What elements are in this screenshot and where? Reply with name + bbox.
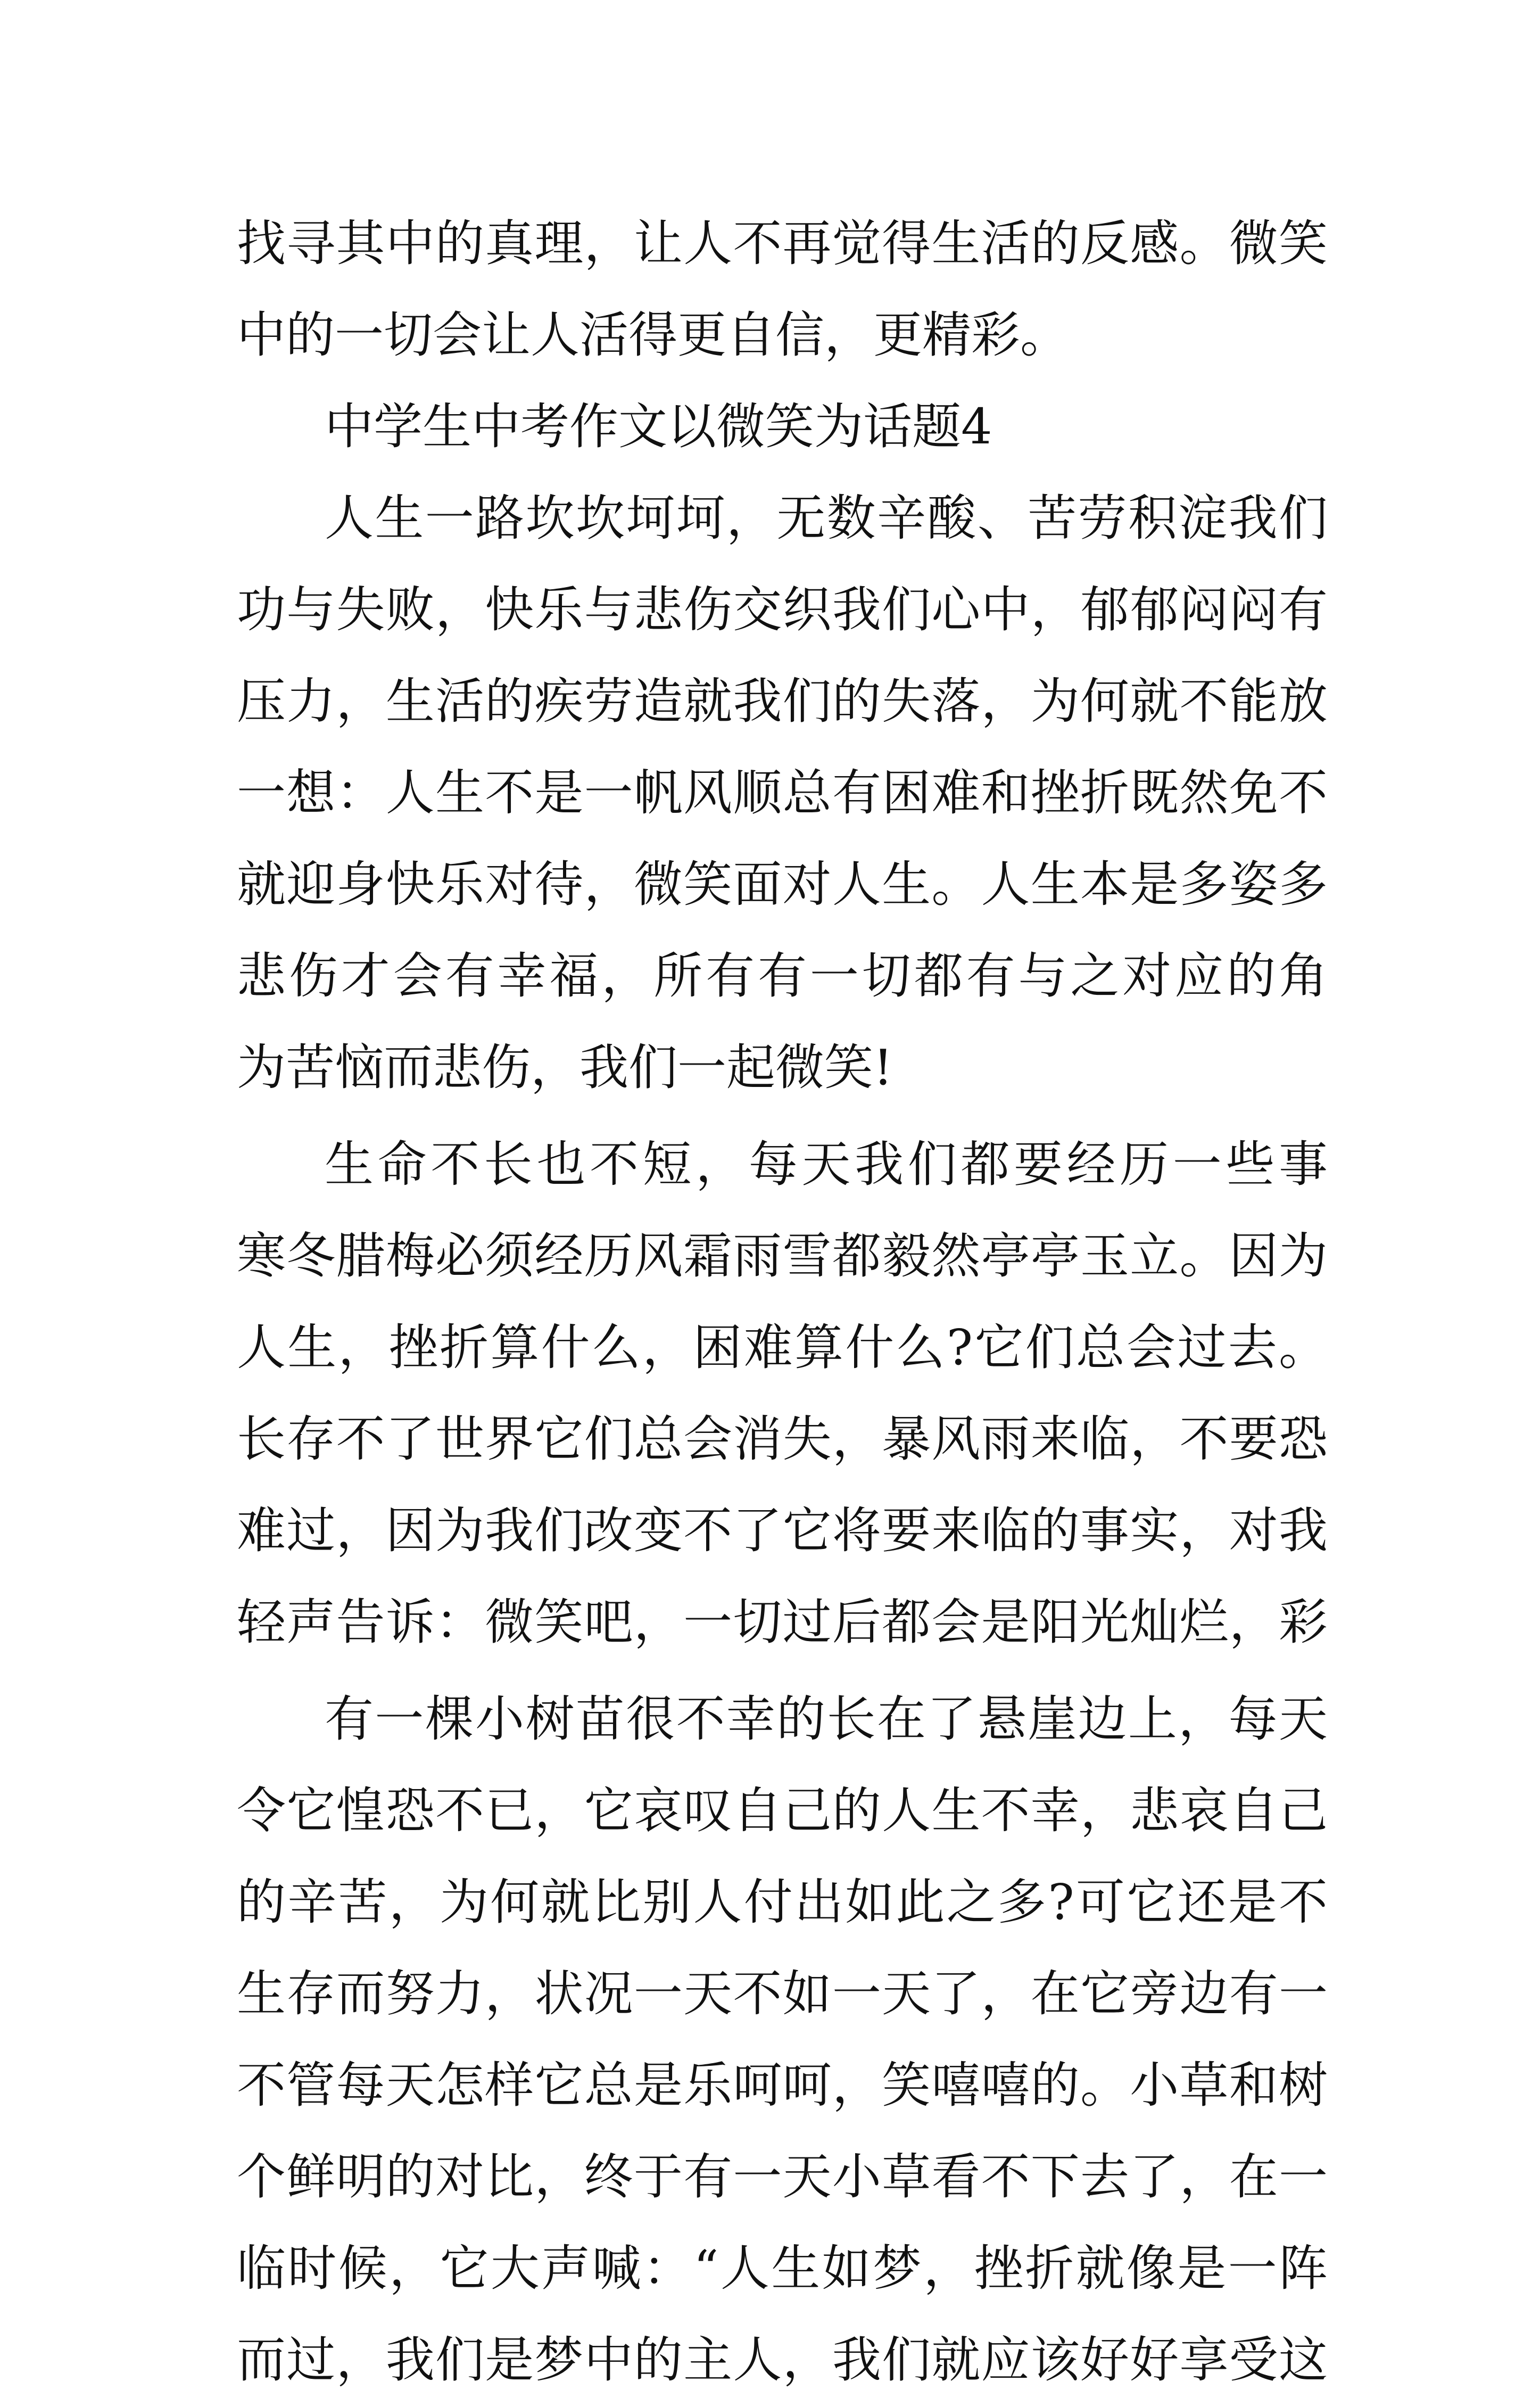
text-line: 悲伤才会有幸福，所有有一切都有与之对应的角	[237, 947, 1328, 1004]
section-heading: 中学生中考作文以微笑为话题4	[325, 398, 992, 455]
body-text	[237, 198, 1328, 2406]
paragraph-start: 人生一路坎坎坷坷，无数辛酸、苦劳积淀我们	[325, 490, 1328, 547]
text-line: 人生，挫折算什么，困难算什么?它们总会过去。	[237, 1319, 1328, 1376]
text-line: 一想：人生不是一帆风顺总有困难和挫折既然免不	[237, 764, 1328, 821]
text-line: 而过，我们是梦中的主人，我们就应该好好享受这	[237, 2331, 1328, 2388]
text-line: 的辛苦，为何就比别人付出如此之多?可它还是不	[237, 1874, 1328, 1931]
text-line: 生存而努力，状况一天不如一天了，在它旁边有一	[237, 1965, 1328, 2022]
text-line: 难过，因为我们改变不了它将要来临的事实，对我	[237, 1502, 1328, 1559]
text-line: 令它惶恐不已，它哀叹自己的人生不幸，悲哀自己	[237, 1782, 1328, 1839]
text-line: 轻声告诉：微笑吧，一切过后都会是阳光灿烂，彩	[237, 1594, 1328, 1651]
text-line: 寒冬腊梅必须经历风霜雨雪都毅然亭亭玉立。因为	[237, 1227, 1328, 1284]
text-line: 临时候，它大声喊：“人生如梦，挫折就像是一阵	[237, 2240, 1328, 2297]
paragraph-start: 生命不长也不短，每天我们都要经历一些事	[325, 1136, 1328, 1193]
text-line: 找寻其中的真理，让人不再觉得生活的反感。微笑	[237, 215, 1328, 272]
text-line: 功与失败，快乐与悲伤交织我们心中，郁郁闷闷有	[237, 581, 1328, 638]
text-line: 中的一切会让人活得更自信，更精彩。	[237, 307, 1070, 364]
paragraph-start: 有一棵小树苗很不幸的长在了悬崖边上，每天	[325, 1691, 1328, 1748]
text-line: 个鲜明的对比，终于有一天小草看不下去了，在一	[237, 2148, 1328, 2205]
text-line: 不管每天怎样它总是乐呵呵，笑嘻嘻的。小草和树	[237, 2057, 1328, 2114]
text-line: 就迎身快乐对待，微笑面对人生。人生本是多姿多	[237, 856, 1328, 913]
text-line: 长存不了世界它们总会消失，暴风雨来临，不要恐	[237, 1411, 1328, 1468]
text-line: 为苦恼而悲伤，我们一起微笑!	[237, 1039, 893, 1096]
text-line: 压力，生活的疾劳造就我们的失落，为何就不能放	[237, 673, 1328, 730]
